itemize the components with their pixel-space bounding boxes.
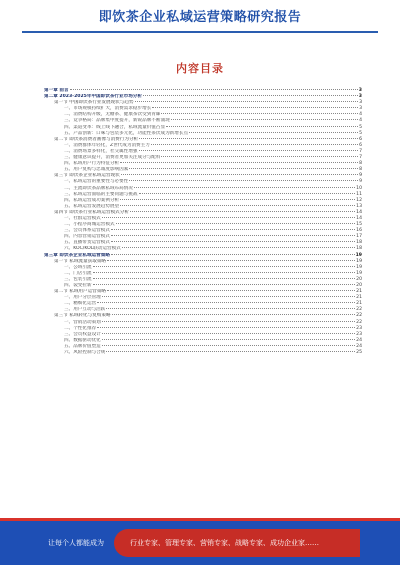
toc-entry-page: 3 [359, 100, 362, 106]
toc-entry-page: 19 [356, 270, 362, 276]
toc-entry-page: 12 [356, 197, 362, 203]
toc-entry-page: 21 [356, 295, 362, 301]
toc-leader-dots [93, 266, 356, 267]
toc-leader-dots [129, 180, 358, 181]
toc-entry-title: 四、数据驱动优化 [64, 337, 101, 343]
toc-entry-page: 3 [358, 94, 362, 100]
toc-entry-page: 11 [356, 191, 362, 197]
toc-entry-page: 9 [359, 179, 362, 185]
toc-entry-title: 四、私域用户行为特征分析 [64, 161, 120, 167]
toc-entry-page: 24 [356, 343, 362, 349]
toc-leader-dots [102, 321, 355, 322]
toc-leader-dots [93, 284, 356, 285]
toc-leader-dots [143, 95, 358, 96]
toc-entry-title: 五、产品创新：口味与包装多元化，功能性茶饮成为新增长点 [64, 130, 189, 136]
toc-entry-page: 3 [359, 106, 362, 112]
footer-badge [114, 529, 360, 557]
toc-entry-page: 19 [356, 258, 362, 264]
toc-entry-title: 第二章 2023-2025年中国即饮茶行业市场分析 [44, 94, 142, 100]
toc-entry-title: 三、私域运营面临的主要问题与挑战 [64, 191, 138, 197]
toc-entry-page: 5 [359, 124, 362, 130]
toc-entry-page: 3 [358, 88, 362, 93]
toc-entry-page: 24 [356, 337, 362, 343]
toc-leader-dots [151, 144, 358, 145]
toc-entry-title: 二、消费结构升级，无糖茶、健康茶饮受到青睐 [64, 112, 161, 118]
toc-entry-page: 4 [359, 112, 362, 118]
toc-entry-title: 第二节 私域用户运营策略 [54, 289, 106, 295]
toc-entry-title: 二、门店引流 [64, 270, 92, 276]
toc-leader-dots [120, 199, 355, 200]
toc-leader-dots [102, 333, 355, 334]
toc-entry-title: 一、社群运营模式 [64, 215, 101, 221]
toc-entry-page: 8 [359, 161, 362, 167]
report-title: 即饮茶企业私域运营策略研究报告 [98, 9, 302, 25]
toc-leader-dots [102, 345, 355, 346]
toc-entry-page: 9 [359, 173, 362, 179]
toc-entry-title: 第三节 即饮茶企业私域运营现状 [54, 173, 120, 179]
toc-leader-dots [189, 132, 358, 133]
toc-leader-dots [111, 235, 355, 236]
toc-entry-page: 14 [356, 215, 362, 221]
toc-entry-title: 六、KOC/KOL联动运营模式 [64, 246, 121, 252]
toc-leader-dots [166, 126, 358, 127]
toc-entry-title: 四、私域运营成功案例分析 [64, 197, 120, 203]
toc-entry-page: 15 [356, 222, 362, 228]
toc-entry-title: 五、用户复购与忠诚度影响因素 [64, 167, 129, 173]
toc-entry-title: 二、个性化推荐 [64, 325, 97, 331]
toc-entry-page: 22 [356, 307, 362, 313]
toc-entry-title: 第四节 即饮茶行业私域运营模式分析 [54, 209, 129, 215]
toc-leader-dots [106, 308, 355, 309]
toc-entry-page: 5 [359, 130, 362, 136]
toc-leader-dots [135, 101, 359, 102]
toc-entry-title: 四、渠道变革：线上线下融合，私域流量价值凸显 [64, 124, 166, 130]
toc-leader-dots [116, 223, 356, 224]
toc-entry-page: 22 [356, 313, 362, 319]
toc-leader-dots [93, 278, 356, 279]
toc-entry-title: 一、市场规模持续扩大，消费需求稳步增长 [64, 106, 152, 112]
toc-entry-page: 17 [356, 234, 362, 240]
toc-entry-title: 五、品牌价值塑造 [64, 343, 101, 349]
toc-entry-page: 7 [359, 155, 362, 161]
toc-entry-title: 五、私域运营发展趋势展望 [64, 203, 120, 209]
toc-leader-dots [120, 205, 355, 206]
toc-leader-dots [129, 168, 358, 169]
toc-leader-dots [134, 187, 355, 188]
toc-leader-dots [97, 327, 355, 328]
toc-entry-page: 22 [356, 319, 362, 325]
toc-leader-dots [97, 302, 355, 303]
toc-entry-title: 一、消费群体年轻化，Z世代成为消费主力 [64, 142, 150, 148]
toc-leader-dots [102, 339, 355, 340]
table-of-contents [44, 88, 362, 356]
toc-entry-title: 一、营销活动策划 [64, 319, 101, 325]
toc-entry-page: 13 [356, 203, 362, 209]
toc-entry-page: 7 [359, 148, 362, 154]
toc-leader-dots [161, 156, 358, 157]
toc-entry-title: 第一节 中国即饮茶行业发展现状与趋势 [54, 100, 134, 106]
toc-entry-title: 第三章 即饮茶企业私域运营策略 [44, 252, 110, 258]
toc-entry-title: 第三节 私域转化与复购策略 [54, 313, 111, 319]
toc-leader-dots [111, 241, 355, 242]
toc-entry-title: 三、会员体系运营模式 [64, 228, 110, 234]
toc-leader-dots [122, 247, 355, 248]
toc-entry-title: 第二节 即饮茶消费者画像与消费行为分析 [54, 136, 139, 142]
toc-entry-title: 三、包装引流 [64, 276, 92, 282]
toc-entry-page: 8 [359, 167, 362, 173]
toc-leader-dots [139, 193, 356, 194]
toc-leader-dots [106, 351, 355, 352]
toc-entry-page: 21 [356, 289, 362, 295]
toc-entry-title: 六、风险控制与合规 [64, 350, 106, 356]
toc-leader-dots [107, 260, 355, 261]
toc-entry-title: 四、裂变拉新 [64, 283, 92, 288]
footer-banner [0, 521, 400, 565]
toc-entry-page: 20 [356, 276, 362, 282]
toc-entry-title: 二、小程序商城运营模式 [64, 222, 115, 228]
toc-leader-dots [139, 138, 358, 139]
toc-entry-title: 五、直播带货运营模式 [64, 240, 110, 246]
toc-entry-title: 一、用户分层管理 [64, 295, 101, 301]
toc-leader-dots [111, 254, 355, 255]
toc-leader-dots [102, 296, 355, 297]
toc-entry-page: 6 [359, 142, 362, 148]
toc-title: 内容目录 [176, 62, 224, 75]
toc-leader-dots [161, 113, 358, 114]
toc-entry-title: 三、竞争格局：品牌集中度提升，新锐品牌不断涌现 [64, 118, 170, 124]
toc-leader-dots [93, 272, 356, 273]
toc-entry-page: 4 [359, 118, 362, 124]
toc-leader-dots [121, 174, 358, 175]
footer-slogan: 让每个人都能成为 [48, 539, 104, 547]
header-divider [22, 31, 378, 33]
toc-entry-page: 16 [356, 228, 362, 234]
toc-entry-title: 第一节 私域流量获取策略 [54, 258, 106, 264]
toc-leader-dots [112, 314, 356, 315]
toc-leader-dots [130, 211, 355, 212]
toc-leader-dots [120, 162, 358, 163]
footer-badge-text: 行业专家、管理专家、营销专家、战略专家、成功企业家…… [130, 539, 319, 547]
toc-leader-dots [111, 229, 355, 230]
toc-entry-page: 18 [356, 246, 362, 252]
toc-entry-page: 6 [359, 136, 362, 142]
toc-entry-title: 第一章 前言 [44, 88, 69, 93]
toc-leader-dots [171, 119, 358, 120]
toc-entry-title: 三、用户互动与活跃 [64, 307, 106, 313]
toc-entry-page: 20 [356, 283, 362, 288]
toc-entry-page: 18 [356, 240, 362, 246]
toc-entry-page: 23 [356, 325, 362, 331]
toc-entry[interactable] [44, 350, 362, 356]
toc-entry-page: 19 [356, 264, 362, 270]
toc-entry-title: 三、会员权益设计 [64, 331, 101, 337]
toc-entry-title: 三、健康意识提升，消费者更加关注成分与配料 [64, 155, 161, 161]
toc-entry-page: 19 [355, 252, 362, 258]
toc-entry-title: 一、公域引流 [64, 264, 92, 270]
toc-leader-dots [107, 290, 355, 291]
toc-entry-page: 23 [356, 331, 362, 337]
toc-entry-page: 14 [356, 209, 362, 215]
toc-entry-page: 10 [356, 185, 362, 191]
report-header [0, 0, 400, 30]
toc-entry-title: 二、消费场景多样化，社交属性增强 [64, 148, 138, 154]
toc-entry-page: 21 [356, 301, 362, 307]
toc-leader-dots [102, 217, 355, 218]
toc-leader-dots [70, 89, 358, 90]
toc-entry-title: 二、精细化运营 [64, 301, 97, 307]
toc-entry-title: 一、私域运营的重要性与必要性 [64, 179, 129, 185]
toc-entry-page: 25 [356, 350, 362, 356]
toc-leader-dots [152, 107, 358, 108]
toc-entry-title: 四、内容营销运营模式 [64, 234, 110, 240]
toc-entry-title: 二、主流即饮茶品牌私域布局情况 [64, 185, 133, 191]
toc-leader-dots [139, 150, 359, 151]
